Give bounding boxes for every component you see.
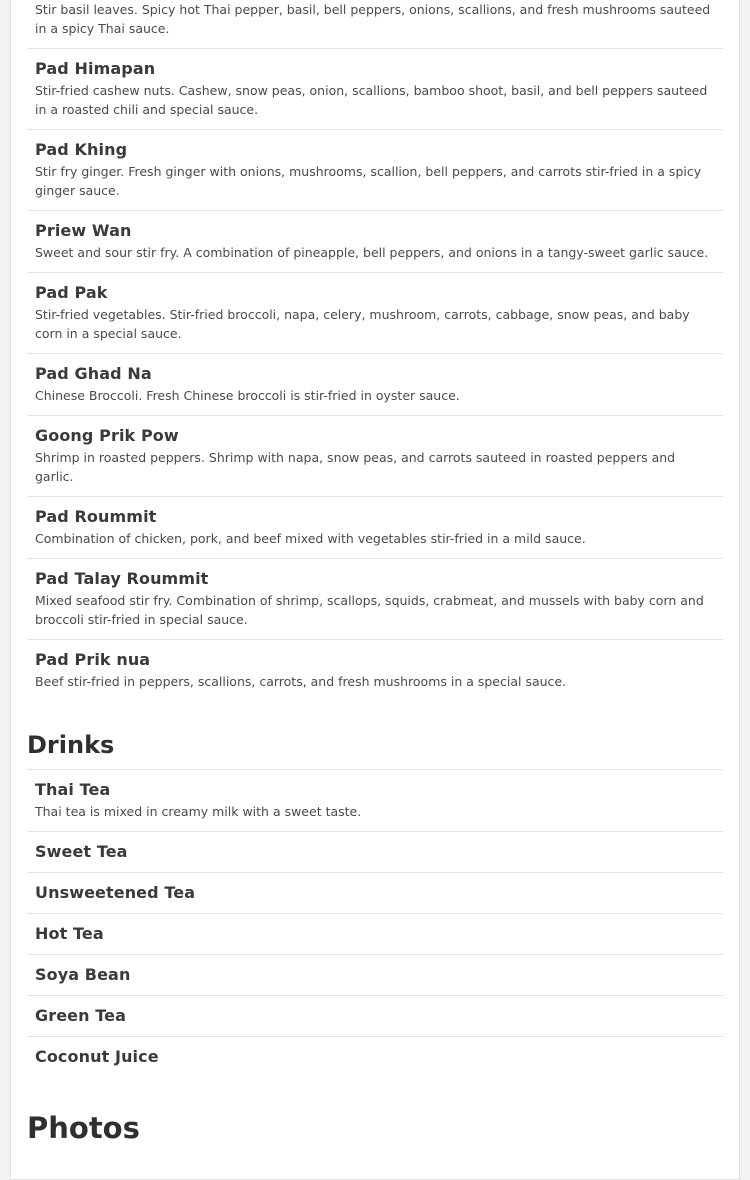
item-description: Beef stir-fried in peppers, scallions, carrots, and fresh mushrooms in a special sauce. [35, 674, 567, 689]
drink-name: Thai Tea [35, 780, 111, 799]
item-description: Mixed seafood stir fry. Combination of shrimp, scallops, squids, crabmeat, and mussels with baby corn and broccoli stir-fried in special sauce. [35, 593, 704, 627]
drink-item [27, 954, 723, 995]
item-name: Goong Prik Pow [35, 426, 179, 445]
menu-item [27, 210, 723, 272]
menu-item [27, 415, 723, 496]
menu-item [27, 0, 723, 48]
drink-name: Sweet Tea [35, 842, 128, 861]
item-name: Pad Khing [35, 140, 128, 159]
item-description: Chinese Broccoli. Fresh Chinese broccoli is stir-fried in oyster sauce. [35, 388, 460, 403]
menu-item [27, 129, 723, 210]
item-description: Shrimp in roasted peppers. Shrimp with napa, snow peas, and carrots sauteed in roasted peppers and garlic. [35, 450, 676, 484]
item-description: Stir basil leaves. Spicy hot Thai pepper, basil, bell peppers, onions, scallions, and fresh mushrooms sauteed in a spicy Thai sauce. [35, 2, 711, 36]
drink-item [27, 770, 723, 831]
item-description: Stir fry ginger. Fresh ginger with onions, mushrooms, scallion, bell peppers, and carrots stir-fried in a spicy ginger sauce. [35, 164, 702, 198]
item-description: Combination of chicken, pork, and beef mixed with vegetables stir-fried in a mild sauce. [35, 531, 586, 546]
menu-section [11, 0, 739, 1155]
drink-name: Coconut Juice [35, 1047, 159, 1066]
menu-item [27, 558, 723, 639]
drink-item [27, 872, 723, 913]
drink-item [27, 1036, 723, 1077]
drink-name: Soya Bean [35, 965, 131, 984]
menu-item [27, 48, 723, 129]
item-name: Pad Roummit [35, 507, 157, 526]
photos-heading: Photos [27, 1111, 140, 1145]
menu-item [27, 639, 723, 701]
item-description: Stir-fried vegetables. Stir-fried broccoli, napa, celery, mushroom, carrots, cabbage, snow peas, and baby corn in a special sauce. [35, 307, 690, 341]
item-name: Pad Himapan [35, 59, 156, 78]
drink-item [27, 831, 723, 872]
menu-card [10, 0, 740, 1180]
item-description: Sweet and sour stir fry. A combination of pineapple, bell peppers, and onions in a tangy-sweet garlic sauce. [35, 245, 709, 260]
drinks-list [27, 769, 723, 1077]
item-name: Pad Pak [35, 283, 108, 302]
item-name: Pad Ghad Na [35, 364, 152, 383]
menu-item [27, 353, 723, 415]
drink-item [27, 995, 723, 1036]
menu-item [27, 272, 723, 353]
drink-name: Unsweetened Tea [35, 883, 196, 902]
item-description: Stir-fried cashew nuts. Cashew, snow peas, onion, scallions, bamboo shoot, basil, and bell peppers sauteed in a roasted chili and special sauce. [35, 83, 708, 117]
drink-name: Hot Tea [35, 924, 104, 943]
item-name: Priew Wan [35, 221, 132, 240]
menu-items-list [27, 0, 723, 701]
drink-name: Green Tea [35, 1006, 127, 1025]
menu-item [27, 496, 723, 558]
item-name: Pad Talay Roummit [35, 569, 209, 588]
drink-description: Thai tea is mixed in creamy milk with a sweet taste. [35, 804, 362, 819]
drinks-heading: Drinks [27, 731, 115, 759]
item-name: Pad Prik nua [35, 650, 151, 669]
drink-item [27, 913, 723, 954]
